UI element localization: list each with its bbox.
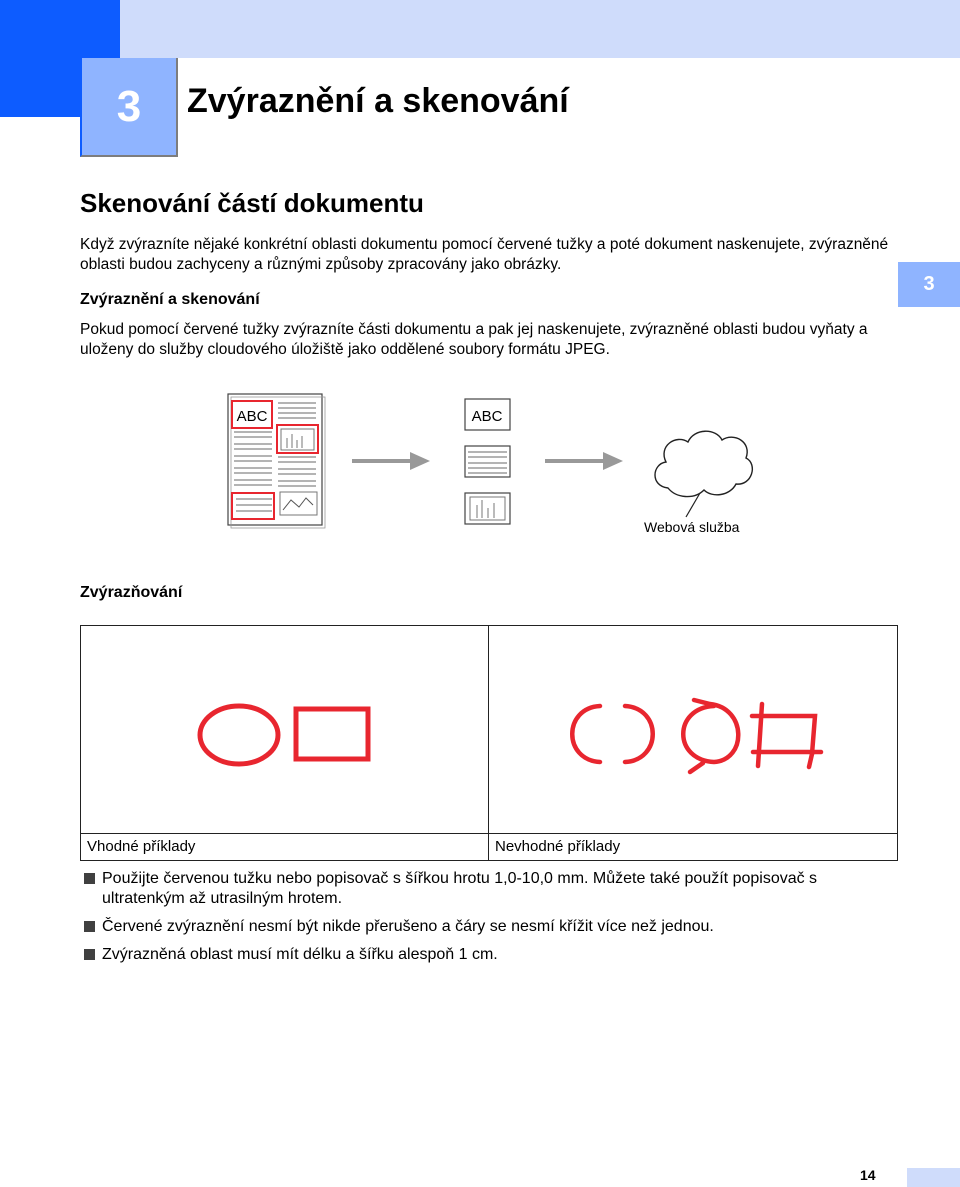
chapter-title: Zvýraznění a skenování <box>187 82 569 120</box>
list-item <box>82 869 882 909</box>
section-heading: Skenování částí dokumentu <box>80 188 424 218</box>
list-item-text: Použijte červenou tužku nebo popisovač s šířkou hrotu 1,0-10,0 mm. Můžete také použít popisovač s ultratenkým až utrasilným hrotem. <box>102 870 818 907</box>
extracted-abc-label: ABC <box>471 408 503 425</box>
cloud-caption: Webová služba <box>644 519 740 535</box>
list-item-text: Červené zvýraznění nesmí být nikde přerušeno a čáry se nesmí křížit více než jednou. <box>102 918 714 935</box>
subsection-heading-highlight-scan: Zvýraznění a skenování <box>80 291 260 308</box>
section-intro: Když zvýrazníte nějaké konkrétní oblasti dokumentu pomocí červené tužky a poté dokument naskenujete, zvýrazněné oblasti budou zachyceny a různými způsoby zpracovány jako obrázky. <box>80 236 889 273</box>
chapter-side-tab: 3 <box>898 262 960 307</box>
requirements-list <box>82 869 882 973</box>
chapter-number: 3 <box>116 81 142 131</box>
bullet-square-icon <box>84 873 95 884</box>
list-item-text: Zvýrazněná oblast musí mít délku a šířku alespoň 1 cm. <box>102 946 498 963</box>
subsection-text: Pokud pomocí červené tužky zvýrazníte části dokumentu a pak jej naskenujete, zvýrazněné oblasti budou vyňaty a uloženy do služby cloudového úložiště jako oddělené soubory formátu JPEG. <box>80 321 868 358</box>
list-item <box>82 917 882 937</box>
page-number: 14 <box>860 1167 876 1183</box>
subsection-heading-highlighting: Zvýrazňování <box>80 584 183 601</box>
good-examples-caption: Vhodné příklady <box>87 838 196 855</box>
bullet-square-icon <box>84 949 95 960</box>
bullet-square-icon <box>84 921 95 932</box>
source-abc-label: ABC <box>236 408 268 425</box>
list-item <box>82 945 882 965</box>
page-footer-bar <box>907 1168 960 1187</box>
bad-examples-caption: Nevhodné příklady <box>495 838 621 855</box>
